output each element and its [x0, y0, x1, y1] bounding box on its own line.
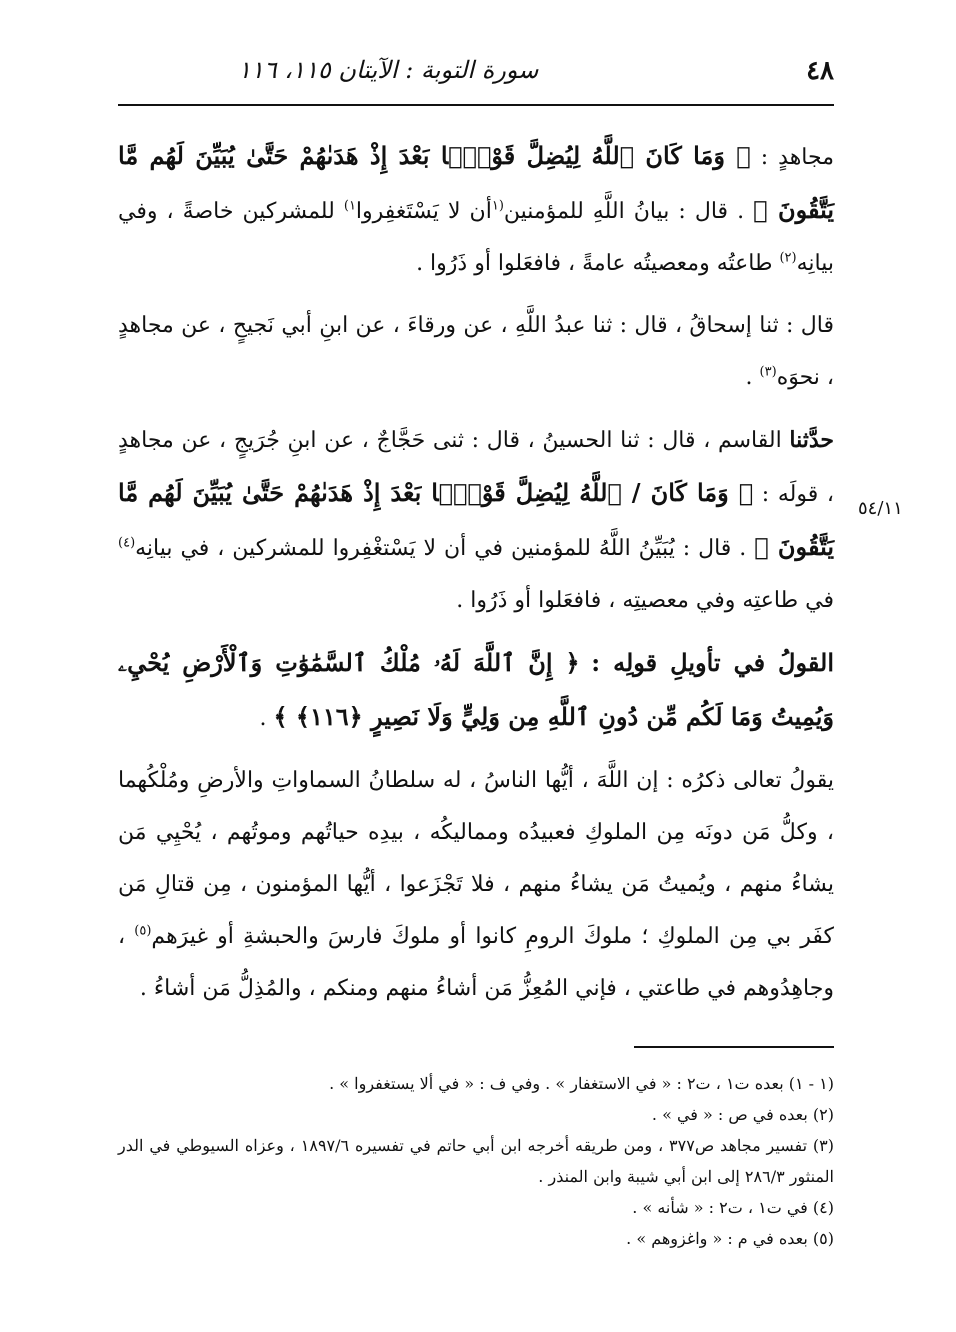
header-rule [118, 104, 834, 106]
page-header [118, 50, 834, 100]
paragraph-3 [118, 414, 834, 627]
paragraph-3-text-1: القاسم ، قال : ثنا الحسينُ ، قال : ثنى حَجَّاجٌ ، عن ابنِ جُرَيجٍ ، عن مجاهدٍ ، قولَه : [118, 428, 834, 507]
paragraph-3-text-3: في طاعتِه وفي معصيتِه ، فافعَلوا أو ذَرُوا . [456, 588, 834, 613]
paragraph-5-text-2: ، وجاهِدُوهم في طاعتي ، فإني المُعِزُّ مَن أشاءُ منهم ومنكم ، والمُذِلُّ مَن أشاءُ . [118, 924, 834, 1001]
paragraph-3-lead: حدَّثنا [789, 427, 834, 453]
paragraph-1-text-1: . قال : بيانُ اللَّهِ للمؤمنين [503, 199, 745, 224]
footnote-ref-1-close: ١) [343, 198, 356, 214]
main-text [118, 130, 834, 1025]
paragraph-1-text-3: للمشركين خاصةً ، وفي بيانِه [118, 199, 834, 276]
paragraph-5 [118, 755, 834, 1015]
paragraph-1-lead: مجاهدٍ : [760, 145, 834, 170]
footnote-2: (٢) بعده في ص : « في » . [651, 1105, 834, 1124]
paragraph-5-text-1: يقولُ تعالى ذكرُه : إن اللَّهَ ، أيُّها الناسُ ، له سلطانُ السماواتِ والأرضِ ومُلْكُهما ، وكلُّ مَن دونَه مِن الملوكِ فعبيدُه ومماليكُه ، بيدِه حياتُهم وموتُهم ، يُحْيِي مَن يشاءُ منهم ، ويُميتُ مَن يشاءُ منهم ، فلا تَجْزَعوا ، أيُّها المؤمنون ، مِن قتالِ مَن كفَر بي مِن الملوكِ ؛ ملوكَ الرومِ كانوا أو ملوكَ فارسَ والحبشةِ أو غيرَهم [118, 768, 834, 949]
paragraph-3-text-2: . قال : يُبَيِّنُ اللَّهُ للمؤمنين في أن لا يَسْتغْفِروا للمشركين ، في بيانِه [135, 536, 747, 561]
running-title: سورة التوبة : الآيتان ١١٥، ١١٦ [238, 56, 539, 84]
page-number: ٤٨ [806, 56, 834, 86]
footnote-3: (٣) تفسير مجاهد ص٣٧٧ ، ومن طريقه أخرجه ابن أبي حاتم في تفسيره ١٨٩٧/٦ ، وعزاه السيوطي في الدر المنثور ٢٨٦/٣ إلى ابن أبي شيبة وابن المنذر . [118, 1136, 835, 1186]
paragraph-1-text-2: أن لا يَسْتَغفِروا [355, 199, 492, 224]
margin-note: ٥٤/١١ [858, 498, 903, 519]
paragraph-4 [118, 637, 834, 745]
footnote-ref-4: (٤) [118, 535, 136, 551]
paragraph-1-text-4: طاعتُه ومعصيتُه عامةً ، فافعَلوا أو ذَرُوا . [416, 251, 773, 276]
footnote-ref-2: (٢) [779, 250, 797, 266]
quran-verse-2: ﴿ وَمَا كَانَ / ٱللَّهُ لِيُضِلَّ قَوْمًۢا بَعْدَ إِذْ هَدَىٰهُمْ حَتَّىٰ يُبَيِّنَ لَهُم مَّا يَتَّقُونَ ﴾ [118, 478, 835, 561]
footnote-ref-5: (٥) [134, 923, 152, 939]
section-heading: القولُ في تأويلِ قولِه : [591, 648, 835, 677]
paragraph-1 [118, 130, 834, 290]
quran-verse-1: ﴿ وَمَا كَانَ ٱللَّهُ لِيُضِلَّ قَوْمًۢا بَعْدَ إِذْ هَدَىٰهُمْ حَتَّىٰ يُبَيِّنَ لَهُم مَّا يَتَّقُونَ ﴾ [118, 141, 835, 224]
quran-verse-3: ﴿ إِنَّ ٱللَّهَ لَهُۥ مُلْكُ ٱلسَّمَٰوَٰتِ وَٱلْأَرْضِ يُحْيِۦ وَيُمِيتُ وَمَا لَكُم مِّن دُونِ ٱللَّهِ مِن وَلِيٍّ وَلَا نَصِيرٍ ﴿١١٦﴾ ﴾ [118, 648, 834, 731]
footnote-ref-1-open: (١ [491, 198, 504, 214]
footnote-rule [634, 1046, 834, 1048]
paragraph-4-end: . [259, 706, 267, 731]
footnote-1: (١ - ١) بعده ت١ ، ت٢ : « في الاستغفار » . وفي ف : « في ألا يستغفروا » . [329, 1074, 834, 1093]
paragraph-2 [118, 300, 834, 404]
paragraph-2-text: قال : ثنا إسحاقُ ، قال : ثنا عبدُ اللَّهِ ، عن ورقاءَ ، عن ابنِ أبي نَجيحٍ ، عن مجاهدٍ ، نحوَه [118, 313, 834, 390]
paragraph-2-end: . [745, 365, 753, 390]
footnote-5: (٥) بعده في م : « واغزوهم » . [626, 1229, 834, 1248]
footnote-ref-3: (٣) [759, 364, 777, 380]
footnote-4: (٤) في ت١ ، ت٢ : « شأنه » . [632, 1198, 834, 1217]
footnotes [118, 1068, 834, 1254]
